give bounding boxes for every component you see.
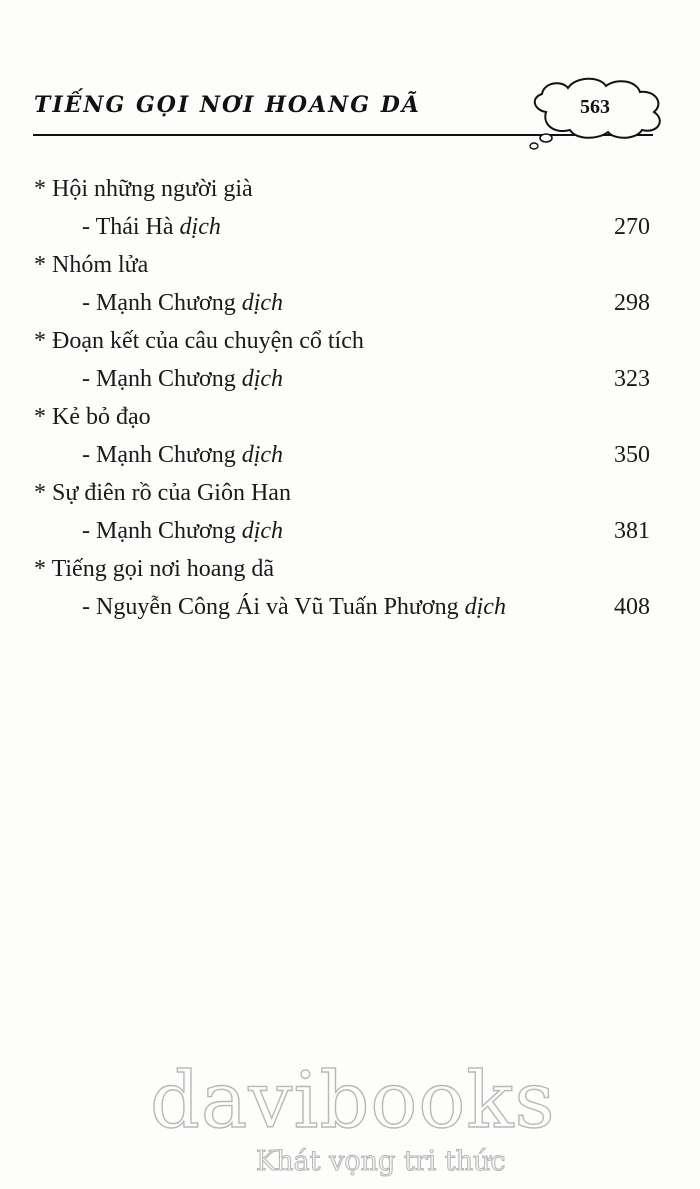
toc-entry-translator-line <box>0 208 700 246</box>
toc-translator-name: Mạnh Chương <box>96 290 236 316</box>
toc-page-number: 298 <box>614 290 650 316</box>
toc-entry-translator-line <box>0 360 700 398</box>
toc-page-number: 381 <box>614 518 650 544</box>
toc-translator-prefix: - <box>82 594 96 620</box>
toc-entry-title: * Hội những người già <box>34 176 253 202</box>
toc-translator-verb: dịch <box>241 290 284 316</box>
table-of-contents <box>0 170 700 626</box>
toc-translator-verb: dịch <box>179 214 221 240</box>
toc-entry <box>0 322 700 398</box>
toc-translator-prefix: - <box>82 290 96 316</box>
toc-entry-translator-line <box>0 512 700 550</box>
toc-entry <box>0 550 700 626</box>
toc-page-number: 323 <box>614 366 650 392</box>
toc-translator-name: Mạnh Chương <box>96 442 236 468</box>
watermark-slogan: Khát vọng tri thức <box>256 1146 506 1177</box>
toc-entry-title: * Đoạn kết của câu chuyện cổ tích <box>34 328 364 354</box>
toc-page-number: 408 <box>614 594 650 620</box>
toc-entry-title: * Nhóm lửa <box>34 252 149 278</box>
toc-entry <box>0 246 700 322</box>
toc-entry-translator-line <box>0 284 700 322</box>
toc-entry-title: * Kẻ bỏ đạo <box>34 404 151 430</box>
toc-translator-verb: dịch <box>241 442 284 468</box>
toc-entry-title: * Sự điên rồ của Giôn Han <box>34 480 291 506</box>
toc-translator-verb: dịch <box>241 518 284 544</box>
running-title: TIẾNG GỌI NƠI HOANG DÃ <box>34 92 421 118</box>
toc-translator-prefix: - <box>82 518 96 544</box>
toc-translator-name: Thái Hà <box>95 214 174 240</box>
toc-page-number: 350 <box>614 442 650 468</box>
toc-entry-title: * Tiếng gọi nơi hoang dã <box>34 556 275 582</box>
toc-translator-prefix: - <box>82 366 96 392</box>
toc-entry <box>0 398 700 474</box>
toc-entry-translator-line <box>0 588 700 626</box>
toc-translator-verb: dịch <box>464 594 506 620</box>
watermark-brand: davibooks <box>150 1056 556 1146</box>
toc-translator-verb: dịch <box>241 366 284 392</box>
toc-translator-name: Mạnh Chương <box>96 518 236 544</box>
toc-entry-translator-line <box>0 436 700 474</box>
toc-translator-prefix: - <box>82 214 96 240</box>
page-number: 563 <box>580 96 610 118</box>
toc-entry <box>0 170 700 246</box>
toc-entry <box>0 474 700 550</box>
toc-translator-name: Mạnh Chương <box>96 366 236 392</box>
toc-page-number: 270 <box>614 214 650 240</box>
toc-translator-prefix: - <box>82 442 96 468</box>
toc-translator-name: Nguyễn Công Ái và Vũ Tuấn Phương <box>96 594 459 620</box>
page-header <box>0 0 700 160</box>
